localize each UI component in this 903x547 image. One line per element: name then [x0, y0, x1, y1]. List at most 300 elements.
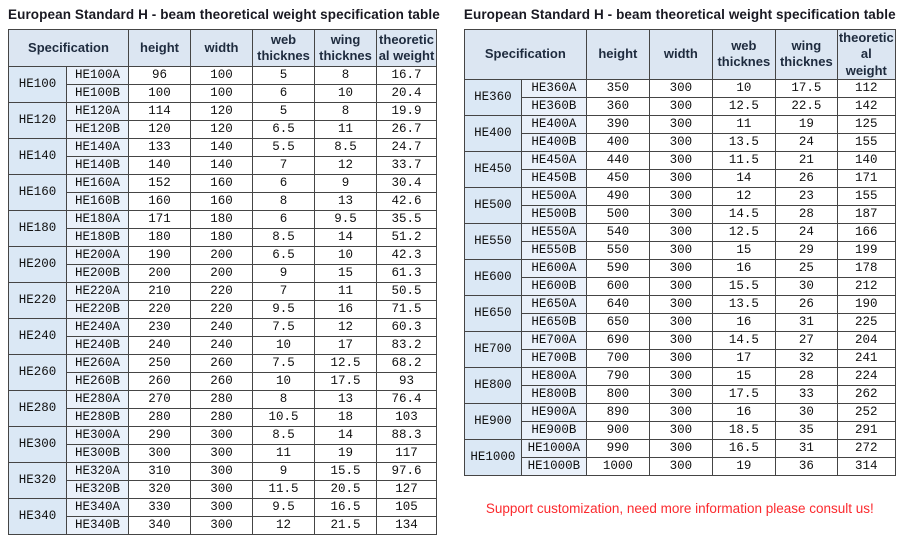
- value-cell: 6: [253, 211, 315, 229]
- value-cell: 9.5: [253, 499, 315, 517]
- value-cell: 260: [191, 355, 253, 373]
- value-cell: 6: [253, 85, 315, 103]
- value-cell: 142: [837, 97, 895, 115]
- spec-sub-cell: HE900A: [521, 403, 586, 421]
- spec-group-cell: HE400: [464, 115, 521, 151]
- value-cell: 17.5: [712, 385, 775, 403]
- value-cell: 60.3: [377, 319, 437, 337]
- value-cell: 190: [129, 247, 191, 265]
- value-cell: 26: [775, 169, 837, 187]
- table-row: [9, 157, 437, 175]
- value-cell: 210: [129, 283, 191, 301]
- value-cell: 200: [129, 265, 191, 283]
- table-row: [9, 481, 437, 499]
- table-row: [9, 67, 437, 85]
- value-cell: 14.5: [712, 205, 775, 223]
- spec-sub-cell: HE120B: [67, 121, 129, 139]
- value-cell: 16.5: [315, 499, 377, 517]
- value-cell: 32: [775, 349, 837, 367]
- value-cell: 220: [191, 301, 253, 319]
- value-cell: 15.5: [315, 463, 377, 481]
- value-cell: 83.2: [377, 337, 437, 355]
- value-cell: 117: [377, 445, 437, 463]
- value-cell: 17.5: [315, 373, 377, 391]
- value-cell: 133: [129, 139, 191, 157]
- spec-group-cell: HE900: [464, 403, 521, 439]
- spec-sub-cell: HE340A: [67, 499, 129, 517]
- table-row: [9, 499, 437, 517]
- table-row: [464, 79, 895, 97]
- col-header-height: height: [129, 30, 191, 67]
- value-cell: 440: [586, 151, 649, 169]
- table-row: [464, 241, 895, 259]
- value-cell: 22.5: [775, 97, 837, 115]
- value-cell: 300: [649, 205, 712, 223]
- value-cell: 14: [712, 169, 775, 187]
- value-cell: 230: [129, 319, 191, 337]
- spec-sub-cell: HE900B: [521, 421, 586, 439]
- value-cell: 21: [775, 151, 837, 169]
- value-cell: 6.5: [253, 121, 315, 139]
- value-cell: 300: [649, 223, 712, 241]
- value-cell: 30: [775, 277, 837, 295]
- value-cell: 1000: [586, 457, 649, 475]
- table-row: [9, 103, 437, 121]
- spec-sub-cell: HE100B: [67, 85, 129, 103]
- col-header-specification: Specification: [464, 30, 586, 80]
- spec-group-cell: HE100: [9, 67, 67, 103]
- value-cell: 9: [315, 175, 377, 193]
- table-row: [9, 373, 437, 391]
- table-row: [9, 319, 437, 337]
- value-cell: 16: [712, 403, 775, 421]
- table-row: [9, 427, 437, 445]
- value-cell: 330: [129, 499, 191, 517]
- spec-sub-cell: HE240B: [67, 337, 129, 355]
- value-cell: 300: [649, 439, 712, 457]
- value-cell: 5.5: [253, 139, 315, 157]
- customization-note: Support customization, need more information please consult us!: [485, 500, 874, 516]
- value-cell: 12: [253, 517, 315, 535]
- value-cell: 300: [649, 403, 712, 421]
- table-row: [464, 403, 895, 421]
- spec-sub-cell: HE240A: [67, 319, 129, 337]
- spec-sub-cell: HE1000B: [521, 457, 586, 475]
- value-cell: 120: [129, 121, 191, 139]
- spec-group-cell: HE280: [9, 391, 67, 427]
- table-row: [464, 331, 895, 349]
- value-cell: 8: [315, 103, 377, 121]
- hbeam-table-right-section: [464, 4, 896, 516]
- value-cell: 314: [837, 457, 895, 475]
- value-cell: 300: [191, 445, 253, 463]
- value-cell: 155: [837, 133, 895, 151]
- spec-sub-cell: HE360B: [521, 97, 586, 115]
- value-cell: 300: [129, 445, 191, 463]
- spec-sub-cell: HE400A: [521, 115, 586, 133]
- value-cell: 17.5: [775, 79, 837, 97]
- value-cell: 97.6: [377, 463, 437, 481]
- spec-group-cell: HE340: [9, 499, 67, 535]
- value-cell: 112: [837, 79, 895, 97]
- table-row: [464, 367, 895, 385]
- value-cell: 8: [253, 193, 315, 211]
- value-cell: 500: [586, 205, 649, 223]
- value-cell: 360: [586, 97, 649, 115]
- value-cell: 16: [315, 301, 377, 319]
- value-cell: 14: [315, 229, 377, 247]
- value-cell: 26: [775, 295, 837, 313]
- value-cell: 35.5: [377, 211, 437, 229]
- value-cell: 15: [315, 265, 377, 283]
- value-cell: 10: [315, 85, 377, 103]
- value-cell: 300: [191, 463, 253, 481]
- value-cell: 250: [129, 355, 191, 373]
- table-row: [9, 337, 437, 355]
- value-cell: 600: [586, 277, 649, 295]
- value-cell: 7.5: [253, 355, 315, 373]
- value-cell: 12: [315, 157, 377, 175]
- value-cell: 241: [837, 349, 895, 367]
- value-cell: 280: [191, 391, 253, 409]
- value-cell: 550: [586, 241, 649, 259]
- value-cell: 11: [712, 115, 775, 133]
- table-row: [464, 169, 895, 187]
- value-cell: 190: [837, 295, 895, 313]
- col-header-height: height: [586, 30, 649, 80]
- value-cell: 280: [129, 409, 191, 427]
- value-cell: 31: [775, 439, 837, 457]
- value-cell: 300: [649, 277, 712, 295]
- value-cell: 30: [775, 403, 837, 421]
- value-cell: 166: [837, 223, 895, 241]
- value-cell: 42.6: [377, 193, 437, 211]
- value-cell: 93: [377, 373, 437, 391]
- spec-group-cell: HE1000: [464, 439, 521, 475]
- value-cell: 100: [191, 67, 253, 85]
- value-cell: 10: [253, 373, 315, 391]
- spec-sub-cell: HE160A: [67, 175, 129, 193]
- table-title: European Standard H - beam theoretical weight specification table: [463, 7, 896, 22]
- value-cell: 16.5: [712, 439, 775, 457]
- value-cell: 6: [253, 175, 315, 193]
- value-cell: 900: [586, 421, 649, 439]
- spec-group-cell: HE260: [9, 355, 67, 391]
- table-row: [464, 313, 895, 331]
- hbeam-table-left: [8, 29, 437, 535]
- value-cell: 25: [775, 259, 837, 277]
- value-cell: 12.5: [315, 355, 377, 373]
- value-cell: 300: [649, 331, 712, 349]
- value-cell: 152: [129, 175, 191, 193]
- value-cell: 171: [129, 211, 191, 229]
- table-row: [9, 301, 437, 319]
- value-cell: 17: [712, 349, 775, 367]
- value-cell: 180: [191, 229, 253, 247]
- value-cell: 260: [191, 373, 253, 391]
- value-cell: 400: [586, 133, 649, 151]
- spec-sub-cell: HE200B: [67, 265, 129, 283]
- value-cell: 14.5: [712, 331, 775, 349]
- value-cell: 71.5: [377, 301, 437, 319]
- table-row: [464, 187, 895, 205]
- spec-group-cell: HE500: [464, 187, 521, 223]
- value-cell: 76.4: [377, 391, 437, 409]
- spec-sub-cell: HE280A: [67, 391, 129, 409]
- value-cell: 290: [129, 427, 191, 445]
- table-title: European Standard H - beam theoretical weight specification table: [8, 7, 440, 22]
- value-cell: 300: [649, 187, 712, 205]
- table-row: [9, 391, 437, 409]
- value-cell: 270: [129, 391, 191, 409]
- value-cell: 12.5: [712, 223, 775, 241]
- col-header-theoretical-weight: theoretic al weight: [377, 30, 437, 67]
- value-cell: 350: [586, 79, 649, 97]
- value-cell: 225: [837, 313, 895, 331]
- value-cell: 127: [377, 481, 437, 499]
- table-row: [464, 277, 895, 295]
- spec-group-cell: HE180: [9, 211, 67, 247]
- spec-sub-cell: HE100A: [67, 67, 129, 85]
- spec-sub-cell: HE120A: [67, 103, 129, 121]
- value-cell: 540: [586, 223, 649, 241]
- value-cell: 28: [775, 367, 837, 385]
- value-cell: 240: [129, 337, 191, 355]
- value-cell: 180: [191, 211, 253, 229]
- spec-group-cell: HE160: [9, 175, 67, 211]
- spec-sub-cell: HE1000A: [521, 439, 586, 457]
- value-cell: 300: [649, 295, 712, 313]
- value-cell: 8.5: [253, 229, 315, 247]
- spec-sub-cell: HE200A: [67, 247, 129, 265]
- spec-group-cell: HE450: [464, 151, 521, 187]
- value-cell: 31: [775, 313, 837, 331]
- value-cell: 300: [649, 259, 712, 277]
- spec-group-cell: HE320: [9, 463, 67, 499]
- value-cell: 15: [712, 367, 775, 385]
- spec-group-cell: HE360: [464, 79, 521, 115]
- table-row: [9, 445, 437, 463]
- value-cell: 140: [837, 151, 895, 169]
- value-cell: 199: [837, 241, 895, 259]
- col-header-width: width: [191, 30, 253, 67]
- table-row: [9, 355, 437, 373]
- spec-group-cell: HE550: [464, 223, 521, 259]
- table-row: [9, 139, 437, 157]
- value-cell: 5: [253, 67, 315, 85]
- value-cell: 220: [129, 301, 191, 319]
- spec-sub-cell: HE700A: [521, 331, 586, 349]
- value-cell: 300: [649, 457, 712, 475]
- spec-sub-cell: HE650A: [521, 295, 586, 313]
- spec-group-cell: HE120: [9, 103, 67, 139]
- value-cell: 19: [775, 115, 837, 133]
- value-cell: 340: [129, 517, 191, 535]
- value-cell: 204: [837, 331, 895, 349]
- value-cell: 24: [775, 133, 837, 151]
- hbeam-table-left-section: [8, 4, 440, 535]
- value-cell: 252: [837, 403, 895, 421]
- table-row: [464, 439, 895, 457]
- spec-sub-cell: HE360A: [521, 79, 586, 97]
- value-cell: 19: [315, 445, 377, 463]
- value-cell: 6.5: [253, 247, 315, 265]
- value-cell: 300: [649, 385, 712, 403]
- value-cell: 300: [191, 427, 253, 445]
- value-cell: 27: [775, 331, 837, 349]
- col-header-theoretical-weight: theoretic al weight: [838, 30, 894, 78]
- header-row: [9, 30, 437, 67]
- table-row: [9, 121, 437, 139]
- value-cell: 9: [253, 265, 315, 283]
- value-cell: 300: [649, 133, 712, 151]
- value-cell: 300: [649, 349, 712, 367]
- spec-group-cell: HE200: [9, 247, 67, 283]
- value-cell: 300: [649, 97, 712, 115]
- value-cell: 224: [837, 367, 895, 385]
- value-cell: 8: [315, 67, 377, 85]
- spec-sub-cell: HE500A: [521, 187, 586, 205]
- value-cell: 160: [191, 175, 253, 193]
- value-cell: 13: [315, 193, 377, 211]
- spec-sub-cell: HE650B: [521, 313, 586, 331]
- value-cell: 220: [191, 283, 253, 301]
- value-cell: 11.5: [712, 151, 775, 169]
- spec-group-cell: HE800: [464, 367, 521, 403]
- table-row: [464, 259, 895, 277]
- value-cell: 320: [129, 481, 191, 499]
- value-cell: 42.3: [377, 247, 437, 265]
- value-cell: 240: [191, 319, 253, 337]
- value-cell: 790: [586, 367, 649, 385]
- table-row: [9, 463, 437, 481]
- value-cell: 990: [586, 439, 649, 457]
- value-cell: 26.7: [377, 121, 437, 139]
- value-cell: 12: [315, 319, 377, 337]
- spec-sub-cell: HE300B: [67, 445, 129, 463]
- value-cell: 187: [837, 205, 895, 223]
- value-cell: 9.5: [253, 301, 315, 319]
- value-cell: 5: [253, 103, 315, 121]
- spec-group-cell: HE220: [9, 283, 67, 319]
- spec-sub-cell: HE700B: [521, 349, 586, 367]
- value-cell: 10: [315, 247, 377, 265]
- value-cell: 300: [649, 313, 712, 331]
- value-cell: 7: [253, 157, 315, 175]
- table-row: [464, 97, 895, 115]
- value-cell: 160: [129, 193, 191, 211]
- spec-sub-cell: HE340B: [67, 517, 129, 535]
- value-cell: 88.3: [377, 427, 437, 445]
- spec-sub-cell: HE180B: [67, 229, 129, 247]
- value-cell: 100: [129, 85, 191, 103]
- hbeam-table-right: [464, 29, 896, 476]
- value-cell: 96: [129, 67, 191, 85]
- value-cell: 9.5: [315, 211, 377, 229]
- value-cell: 16: [712, 313, 775, 331]
- value-cell: 20.4: [377, 85, 437, 103]
- spec-sub-cell: HE800B: [521, 385, 586, 403]
- col-header-wing-thickness: wing thicknes: [775, 30, 837, 80]
- value-cell: 125: [837, 115, 895, 133]
- table-row: [9, 283, 437, 301]
- value-cell: 280: [191, 409, 253, 427]
- col-header-wing-thickness: wing thicknes: [315, 30, 377, 67]
- value-cell: 9: [253, 463, 315, 481]
- value-cell: 180: [129, 229, 191, 247]
- value-cell: 61.3: [377, 265, 437, 283]
- value-cell: 450: [586, 169, 649, 187]
- value-cell: 300: [649, 169, 712, 187]
- value-cell: 24: [775, 223, 837, 241]
- value-cell: 17: [315, 337, 377, 355]
- value-cell: 20.5: [315, 481, 377, 499]
- value-cell: 300: [649, 367, 712, 385]
- spec-sub-cell: HE260A: [67, 355, 129, 373]
- value-cell: 11: [315, 283, 377, 301]
- value-cell: 18.5: [712, 421, 775, 439]
- value-cell: 18: [315, 409, 377, 427]
- value-cell: 23: [775, 187, 837, 205]
- value-cell: 35: [775, 421, 837, 439]
- table-row: [9, 229, 437, 247]
- table-row: [464, 457, 895, 475]
- value-cell: 300: [649, 421, 712, 439]
- table-row: [464, 349, 895, 367]
- value-cell: 140: [191, 157, 253, 175]
- value-cell: 8: [253, 391, 315, 409]
- spec-sub-cell: HE220A: [67, 283, 129, 301]
- spec-sub-cell: HE220B: [67, 301, 129, 319]
- value-cell: 103: [377, 409, 437, 427]
- value-cell: 240: [191, 337, 253, 355]
- table-row: [9, 517, 437, 535]
- value-cell: 11: [253, 445, 315, 463]
- table-row: [464, 385, 895, 403]
- col-header-web-thickness: web thicknes: [712, 30, 775, 80]
- value-cell: 140: [191, 139, 253, 157]
- value-cell: 28: [775, 205, 837, 223]
- value-cell: 30.4: [377, 175, 437, 193]
- value-cell: 8.5: [315, 139, 377, 157]
- value-cell: 120: [191, 121, 253, 139]
- spec-group-cell: HE240: [9, 319, 67, 355]
- value-cell: 11: [315, 121, 377, 139]
- spec-sub-cell: HE320B: [67, 481, 129, 499]
- value-cell: 390: [586, 115, 649, 133]
- value-cell: 21.5: [315, 517, 377, 535]
- value-cell: 300: [649, 79, 712, 97]
- table-row: [464, 151, 895, 169]
- header-row: [464, 30, 895, 80]
- value-cell: 490: [586, 187, 649, 205]
- value-cell: 114: [129, 103, 191, 121]
- value-cell: 33: [775, 385, 837, 403]
- spec-sub-cell: HE320A: [67, 463, 129, 481]
- value-cell: 178: [837, 259, 895, 277]
- spec-sub-cell: HE550A: [521, 223, 586, 241]
- spec-group-cell: HE650: [464, 295, 521, 331]
- spec-sub-cell: HE280B: [67, 409, 129, 427]
- spec-sub-cell: HE180A: [67, 211, 129, 229]
- value-cell: 291: [837, 421, 895, 439]
- spec-sub-cell: HE160B: [67, 193, 129, 211]
- value-cell: 105: [377, 499, 437, 517]
- spec-group-cell: HE600: [464, 259, 521, 295]
- value-cell: 120: [191, 103, 253, 121]
- value-cell: 272: [837, 439, 895, 457]
- value-cell: 12.5: [712, 97, 775, 115]
